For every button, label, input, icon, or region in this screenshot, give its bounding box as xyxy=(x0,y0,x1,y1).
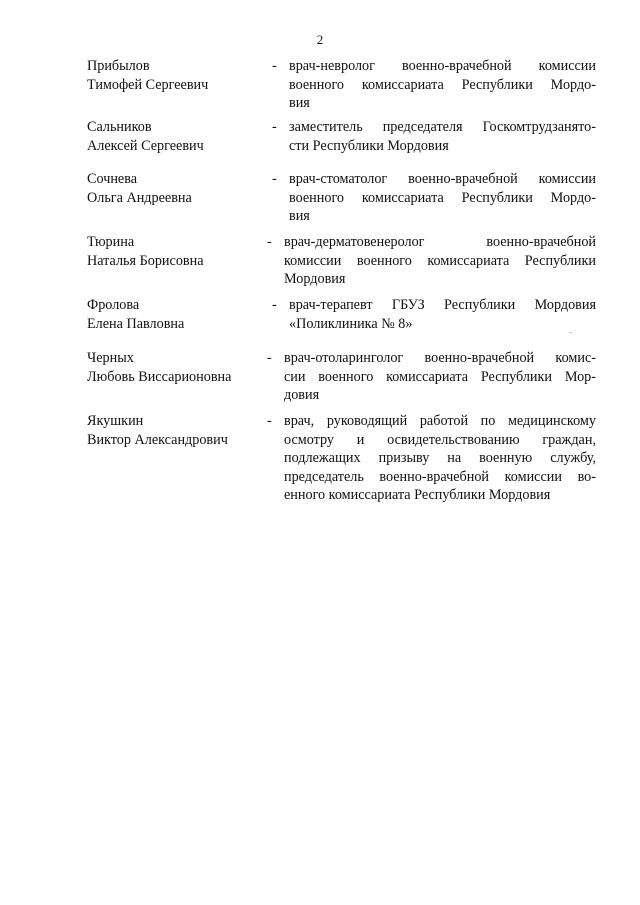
entry-dash: - xyxy=(272,297,277,313)
member-surname: Фролова xyxy=(87,297,140,313)
member-surname: Черных xyxy=(87,350,134,366)
member-position xyxy=(289,296,596,333)
entry-dash: - xyxy=(267,234,272,250)
position-line: врач-дерматовенеролог военно-врачебной xyxy=(284,234,596,250)
entry-dash: - xyxy=(272,58,277,74)
entry-dash: - xyxy=(272,171,277,187)
member-name xyxy=(87,170,267,207)
position-line: заместитель председателя Госкомтрудзанято- xyxy=(289,119,596,135)
member-surname: Сальников xyxy=(87,119,152,135)
member-given-names: Виктор Александрович xyxy=(87,431,228,448)
page-number: 2 xyxy=(316,32,324,47)
position-line: довия xyxy=(284,387,320,403)
member-given-names: Наталья Борисовна xyxy=(87,252,204,269)
position-line: вия xyxy=(289,95,310,111)
member-name xyxy=(87,349,267,386)
position-line: военного комиссариата Республики Мордо- xyxy=(289,189,596,206)
member-position xyxy=(284,233,596,289)
position-line: сти Республики Мордовия xyxy=(289,137,449,154)
position-line: Мордовия xyxy=(284,271,346,287)
member-given-names: Тимофей Сергеевич xyxy=(87,76,209,93)
member-position xyxy=(289,170,596,226)
position-line: врач-стоматолог военно-врачебной комиссии xyxy=(289,171,596,187)
position-line: вия xyxy=(289,208,310,224)
member-position xyxy=(289,57,596,113)
position-line: врач-невролог военно-врачебной комиссии xyxy=(289,58,596,74)
entry-dash: - xyxy=(267,413,272,429)
member-given-names: Елена Павловна xyxy=(87,315,185,332)
position-line: врач, руководящий работой по медицинскому xyxy=(284,413,596,429)
member-surname: Якушкин xyxy=(87,413,144,429)
position-line: «Поликлиника № 8» xyxy=(289,315,413,332)
member-position xyxy=(284,412,596,505)
position-line: военного комиссариата Республики Мордо- xyxy=(289,76,596,93)
position-line: врач-терапевт ГБУЗ Республики Мордовия xyxy=(289,297,596,313)
entry-dash: - xyxy=(267,350,272,366)
entry-dash: - xyxy=(272,119,277,135)
member-given-names: Ольга Андреевна xyxy=(87,189,192,206)
scan-speck xyxy=(570,332,572,333)
position-line: осмотру и освидетельствованию граждан, xyxy=(284,431,596,448)
position-line: врач-отоларинголог военно-врачебной комис- xyxy=(284,350,596,366)
member-name xyxy=(87,57,267,94)
position-line: енного комиссариата Республики Мордовия xyxy=(284,487,551,503)
member-given-names: Алексей Сергеевич xyxy=(87,137,204,154)
member-name xyxy=(87,118,267,155)
member-name xyxy=(87,412,267,449)
member-name xyxy=(87,296,267,333)
member-name xyxy=(87,233,267,270)
position-line: комиссии военного комиссариата Республики xyxy=(284,252,596,269)
member-given-names: Любовь Виссарионовна xyxy=(87,368,232,385)
member-surname: Прибылов xyxy=(87,58,150,74)
position-line: председатель военно-врачебной комиссии во- xyxy=(284,468,596,485)
position-line: сии военного комиссариата Республики Мор- xyxy=(284,368,596,385)
member-surname: Сочнева xyxy=(87,171,138,187)
member-surname: Тюрина xyxy=(87,234,135,250)
position-line: подлежащих призыву на военную службу, xyxy=(284,450,596,466)
member-position xyxy=(289,118,596,155)
member-position xyxy=(284,349,596,405)
